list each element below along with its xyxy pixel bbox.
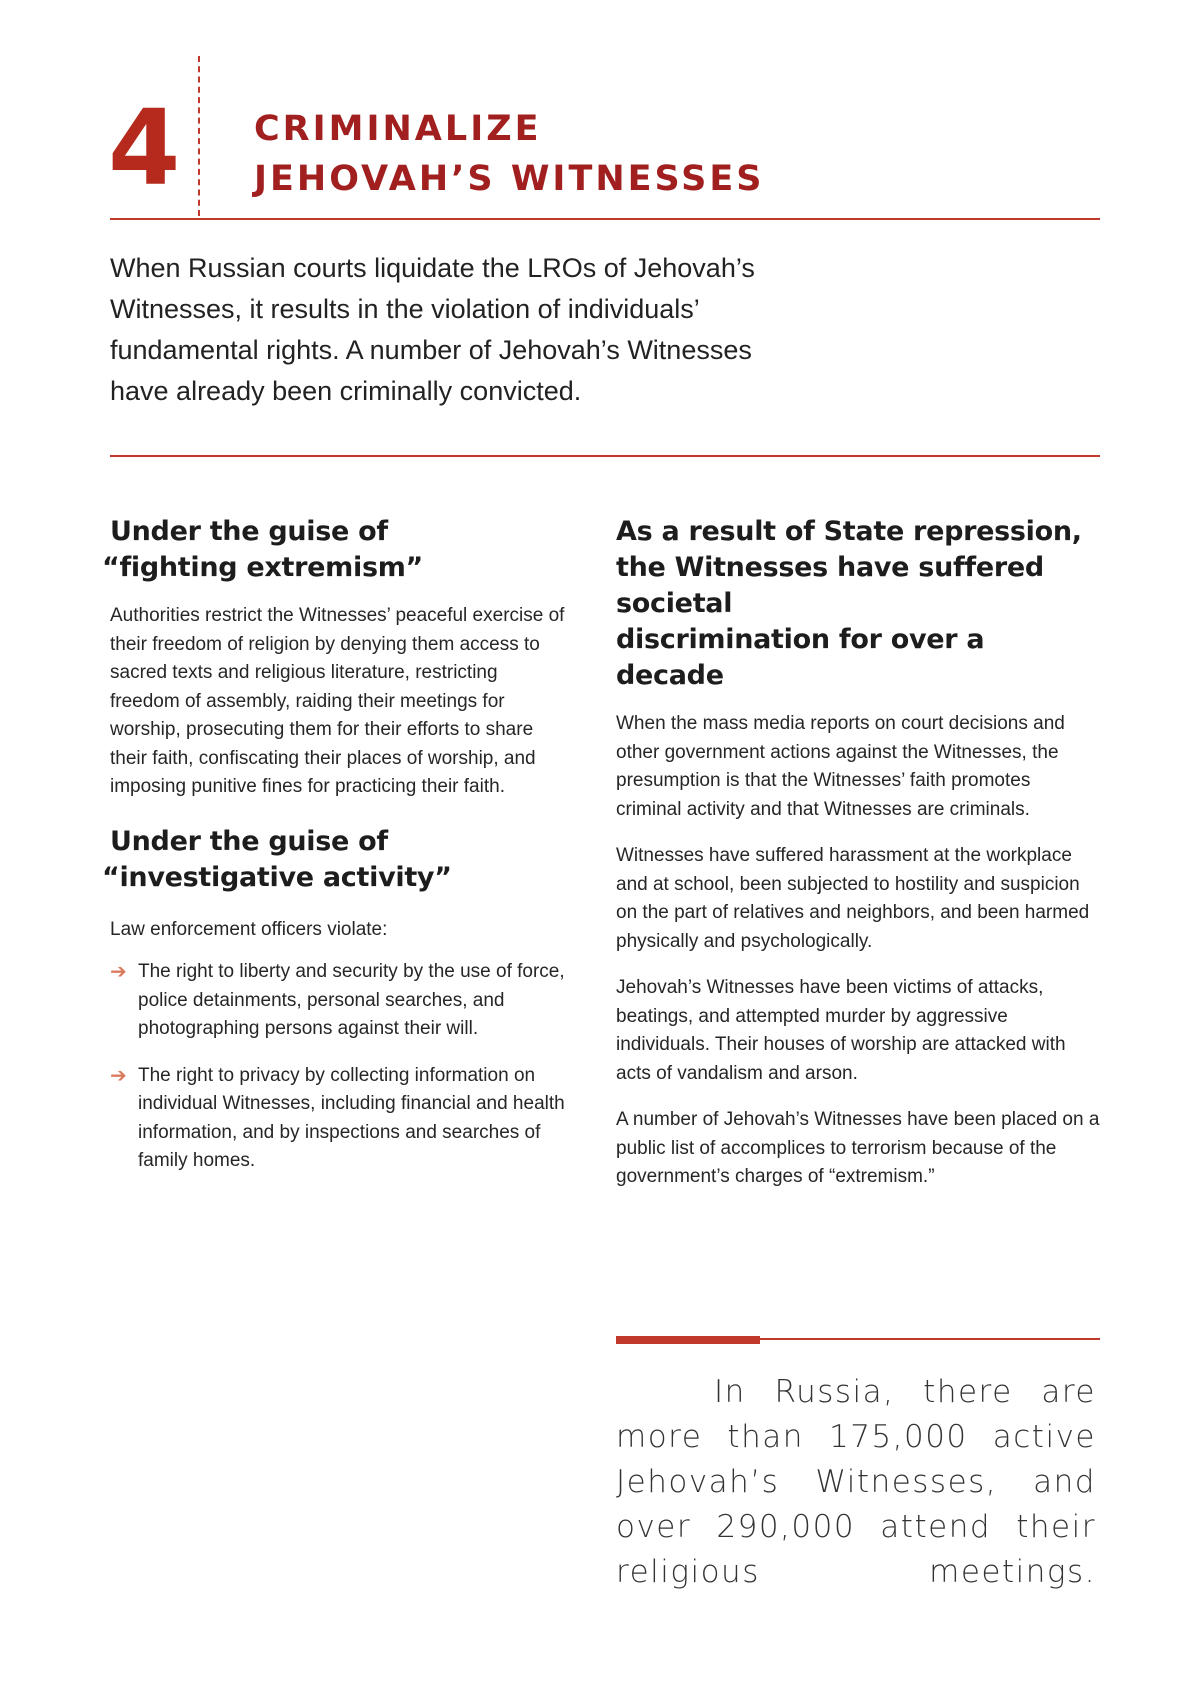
list-item-text: The right to privacy by collecting information on individual Witnesses, including financial and health information, and by inspections and searches of family homes. (138, 1064, 565, 1171)
page-title (254, 104, 764, 204)
heading-line: discrimination for over a decade (616, 624, 985, 691)
heading-line: “investigative activity” (102, 861, 452, 893)
discrimination-paragraphs (616, 710, 1100, 1192)
pullquote-text: In Russia, there are more than 175,000 active Jehovah’s Witnesses, and over 290,000 attend their religious meetings. (616, 1374, 1096, 1590)
heading-line: Under the guise of (110, 516, 388, 547)
vertical-dashed-divider (198, 56, 200, 216)
left-column (102, 514, 570, 1194)
right-column (616, 514, 1100, 1210)
list-item (110, 1062, 570, 1176)
paragraph: Jehovah’s Witnesses have been victims of attacks, beatings, and attempted murder by aggressive individuals. Their houses of worship are attacked with acts of vandalism and arson. (616, 977, 1066, 1084)
section-heading-societal-discrimination (616, 514, 1100, 694)
arrow-right-icon: ➔ (110, 1064, 127, 1087)
fighting-extremism-body: Authorities restrict the Witnesses’ peaceful exercise of their freedom of religion by denying them access to sacred texts and religious literature, restricting freedom of assembly, raiding their meetings for worship, prosecuting them for their efforts to share their faith, confiscating their places of worship, and imposing punitive fines for practicing their faith. (110, 605, 565, 797)
title-line-2: JEHOVAH’S WITNESSES (254, 159, 765, 199)
heading-line: Under the guise of (110, 825, 388, 857)
intro-paragraph: When Russian courts liquidate the LROs of Jehovah’s Witnesses, it results in the violation of individuals’ fundamental rights. A number of Jehovah’s Witnesses have already been criminally convicted. (110, 253, 755, 406)
intro-rule (110, 455, 1100, 457)
list-item-text: The right to liberty and security by the use of force, police detainments, personal searches, and photographing persons against their will. (138, 961, 565, 1039)
title-line-1: CRIMINALIZE (254, 109, 542, 149)
heading-line: the Witnesses have suffered societal (616, 552, 1044, 619)
paragraph: A number of Jehovah’s Witnesses have been placed on a public list of accomplices to terrorism because of the government’s charges of “extremism.” (616, 1109, 1100, 1187)
heading-line: “fighting extremism” (102, 552, 424, 583)
section-heading-investigative-activity (102, 824, 570, 896)
section-heading-fighting-extremism (102, 514, 570, 586)
paragraph: When the mass media reports on court decisions and other government actions against the Witnesses, the presumption is that the Witnesses’ faith promotes criminal activity and that Witnesses are criminals. (616, 713, 1065, 820)
list-item (110, 958, 570, 1044)
heading-line: As a result of State repression, (616, 516, 1082, 547)
pullquote-accent-bar (616, 1336, 760, 1344)
arrow-right-icon: ➔ (110, 961, 127, 983)
pullquote (616, 1370, 1096, 1595)
header-rule (110, 218, 1100, 220)
investigative-lead: Law enforcement officers violate: (110, 918, 388, 940)
section-number: 4 (108, 87, 181, 209)
paragraph: Witnesses have suffered harassment at the workplace and at school, been subjected to hostility and suspicion on the part of relatives and neighbors, and been harmed physically and psychologically. (616, 845, 1090, 952)
